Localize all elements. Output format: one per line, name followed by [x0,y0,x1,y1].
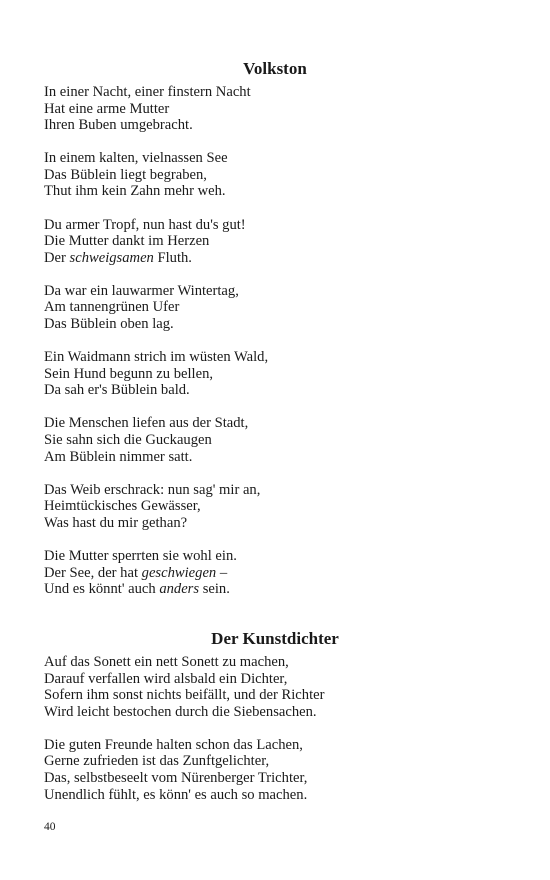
poem-line: Sofern ihm sonst nichts beifällt, und der Richter [44,687,325,704]
line-text: sein. [199,581,230,598]
poem-line: Heimtückisches Gewässer, [44,498,201,515]
stanza [44,349,506,399]
line-text: – [216,564,228,581]
poem-line: In einem kalten, vielnassen See [44,150,228,167]
poem-line: Du armer Tropf, nun hast du's gut! [44,216,246,233]
poem-line: In einer Nacht, einer finstern Nacht [44,84,251,100]
poem-kunstdichter [44,654,506,820]
poem-line: Da sah er's Büblein bald. [44,382,190,399]
poem-title-kunstdichter: Der Kunstdichter [211,629,339,648]
poem-line [44,565,506,582]
emphasized-word: anders [159,581,200,598]
poem-line: Gerne zufrieden ist das Zunftgelichter, [44,753,270,770]
stanza [44,150,506,200]
poem-line: Da war ein lauwarmer Wintertag, [44,282,239,299]
poem-volkston [44,84,506,614]
poem-line: Das Büblein oben lag. [44,316,174,333]
stanza [44,84,506,134]
line-text: Fluth. [153,249,192,266]
stanza [44,217,506,267]
stanza [44,654,506,720]
stanza [44,415,506,465]
poem-line: Was hast du mir gethan? [44,514,188,531]
page-number: 40 [44,821,56,833]
poem-line: Thut ihm kein Zahn mehr weh. [44,183,226,200]
poem-line: Die Mutter sperrten sie wohl ein. [44,547,237,564]
poem-line: Wird leicht bestochen durch die Siebensachen. [44,703,317,720]
stanza [44,482,506,532]
poem-line: Die guten Freunde halten schon das Lachen, [44,736,303,753]
poem-line: Am tannengrünen Ufer [44,299,180,316]
line-text: Der See, der hat [44,564,142,581]
stanza [44,283,506,333]
poem-line: Am Büblein nimmer satt. [44,448,193,465]
poem-line [44,250,506,267]
poem-line: Sein Hund begunn zu bellen, [44,365,214,382]
poem-line: Darauf verfallen wird alsbald ein Dichter, [44,670,288,687]
poem-line: Ein Waidmann strich im wüsten Wald, [44,349,269,366]
poem-line: Das, selbstbeseelt vom Nürenberger Trichter, [44,770,308,787]
poem-line: Ihren Buben umgebracht. [44,117,193,134]
poem-line: Hat eine arme Mutter [44,100,170,117]
emphasized-word: geschwiegen [141,564,217,581]
poem-line: Das Weib erschrack: nun sag' mir an, [44,481,261,498]
stanza [44,548,506,598]
line-text: Der [44,249,70,266]
poem-line: Unendlich fühlt, es könn' es auch so machen. [44,786,308,803]
poem-line: Das Büblein liegt begraben, [44,166,207,183]
poem-line [44,581,506,598]
poem-line: Die Menschen liefen aus der Stadt, [44,415,249,432]
line-text: Und es könnt' auch [44,581,160,598]
poem-line: Sie sahn sich die Guckaugen [44,432,212,448]
emphasized-word: schweigsamen [69,249,154,266]
poem-line: Auf das Sonett ein nett Sonett zu machen, [44,654,289,670]
stanza [44,737,506,803]
poem-title-volkston: Volkston [243,59,307,78]
poem-line: Die Mutter dankt im Herzen [44,233,210,250]
